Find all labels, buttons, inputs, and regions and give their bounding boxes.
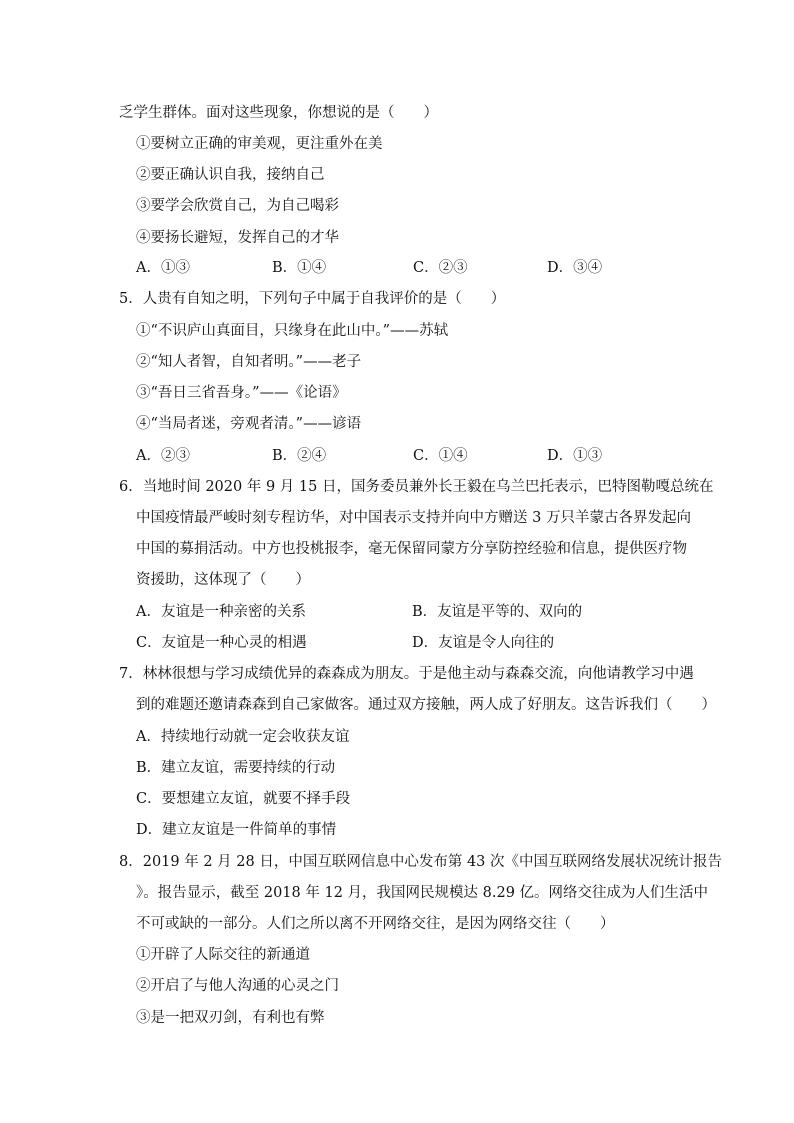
q7-stem-line-1: 7．林林很想与学习成绩优异的森森成为朋友。于是他主动与森森交流，向他请教学习中遇 [119,666,694,682]
q5-option-a[interactable]: A．②③ [136,448,190,464]
q8-item-3: ③是一把双刃剑，有利也有弊 [136,1010,325,1026]
q5-item-3: ③“吾日三省吾身。”——《论语》 [136,385,347,401]
q4-item-4: ④要扬长避短，发挥自己的才华 [136,230,339,246]
q5-options [136,446,696,466]
q6-option-d[interactable]: D．友谊是令人向往的 [412,635,555,651]
q6-option-a[interactable]: A．友谊是一种亲密的关系 [136,604,306,620]
q6-option-b[interactable]: B．友谊是平等的、双向的 [412,604,583,620]
q7-option-c[interactable]: C．要想建立友谊，就要不择手段 [136,791,351,807]
q4-option-a[interactable]: A．①③ [136,260,190,276]
q8-stem-line-1: 8．2019 年 2 月 28 日，中国互联网信息中心发布第 43 次《中国互联网络发展状况统计报告 [119,854,723,870]
q4-option-c[interactable]: C．②③ [413,260,468,276]
q5-option-c[interactable]: C．①④ [413,448,468,464]
q6-stem-line-4: 资援助，这体现了（ ） [136,572,310,588]
q4-option-d[interactable]: D．③④ [547,260,603,276]
q7-option-a[interactable]: A．持续地行动就一定会收获友谊 [136,729,350,745]
q7-stem-line-2: 到的难题还邀请森森到自己家做客。通过双方接触，两人成了好朋友。这告诉我们（ ） [136,697,716,713]
q8-stem-line-2: 》。报告显示，截至 2018 年 12 月，我国网民规模达 8.29 亿。网络交往成为人们生活中 [136,885,709,901]
q6-stem-line-1: 6．当地时间 2020 年 9 月 15 日，国务委员兼外长王毅在乌兰巴托表示，巴特图勒嘎总统在 [119,479,714,495]
q8-stem-line-3: 不可或缺的一部分。人们之所以离不开网络交往，是因为网络交往（ ） [136,916,615,932]
q5-option-b[interactable]: B．②④ [272,448,327,464]
q6-option-c[interactable]: C．友谊是一种心灵的相遇 [136,635,307,651]
q5-item-2: ②“知人者智，自知者明。”——老子 [136,354,362,370]
q5-stem: 5．人贵有自知之明，下列句子中属于自我评价的是（ ） [119,291,506,307]
q5-item-4: ④“当局者迷，旁观者清。”——谚语 [136,416,362,432]
q6-stem-line-2: 中国疫情最严峻时刻专程访华，对中国表示支持并向中方赠送 3 万只羊蒙古各界发起向 [136,510,691,526]
q5-option-d[interactable]: D．①③ [547,448,603,464]
q4-stem-tail: 乏学生群体。面对这些现象，你想说的是（ ） [119,105,438,121]
q4-item-3: ③要学会欣赏自己，为自己喝彩 [136,198,339,214]
q7-option-d[interactable]: D．建立友谊是一件简单的事情 [136,822,337,838]
q5-item-1: ①“不识庐山真面目，只缘身在此山中。”——苏轼 [136,323,449,339]
q4-option-b[interactable]: B．①④ [272,260,327,276]
q4-options [136,258,696,278]
q8-item-2: ②开启了与他人沟通的心灵之门 [136,978,339,994]
q6-stem-line-3: 中国的募捐活动。中方也投桃报李，毫无保留同蒙方分享防控经验和信息，提供医疗物 [136,541,687,557]
q6-options-row-2 [136,633,696,653]
q4-item-1: ①要树立正确的审美观，更注重外在美 [136,136,383,152]
q6-options-row-1 [136,602,696,622]
q7-option-b[interactable]: B．建立友谊，需要持续的行动 [136,760,336,776]
q8-item-1: ①开辟了人际交往的新通道 [136,947,310,963]
q4-item-2: ②要正确认识自我，接纳自己 [136,167,325,183]
